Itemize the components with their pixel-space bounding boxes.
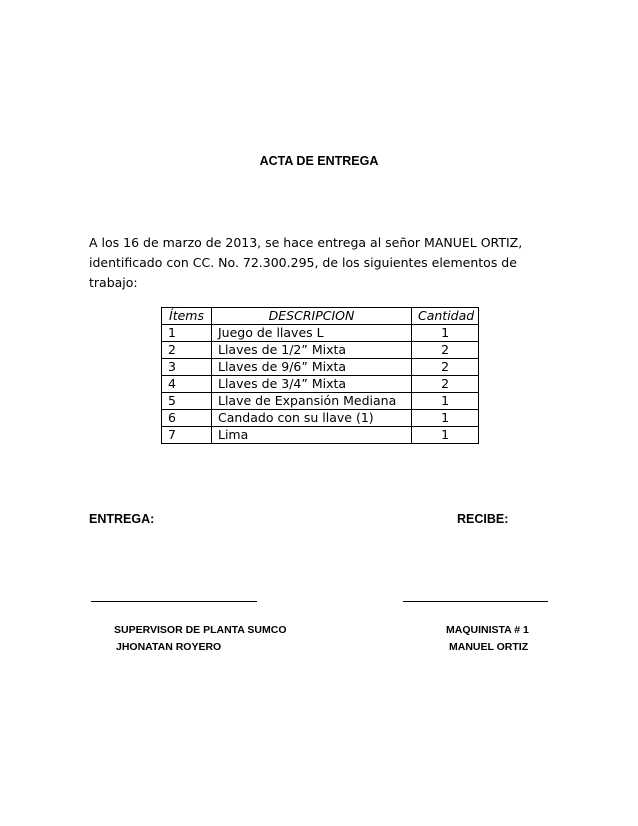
header-items: Ítems	[162, 308, 212, 325]
item-description: Llave de Expansión Mediana	[212, 393, 412, 410]
table-header-row	[162, 308, 479, 325]
left-signer-name: JHONATAN ROYERO	[116, 641, 222, 653]
right-signer-role: MAQUINISTA # 1	[446, 624, 529, 636]
table-row	[162, 393, 479, 410]
item-quantity: 1	[412, 393, 479, 410]
item-description: Candado con su llave (1)	[212, 410, 412, 427]
item-quantity: 1	[412, 325, 479, 342]
item-number: 4	[162, 376, 212, 393]
table-row	[162, 410, 479, 427]
item-description: Lima	[212, 427, 412, 444]
entrega-label: ENTREGA:	[89, 512, 155, 526]
item-quantity: 2	[412, 342, 479, 359]
item-number: 2	[162, 342, 212, 359]
items-table	[161, 307, 479, 444]
document-title: ACTA DE ENTREGA	[259, 154, 379, 168]
table-row	[162, 427, 479, 444]
item-number: 6	[162, 410, 212, 427]
table-row	[162, 342, 479, 359]
item-description: Juego de llaves L	[212, 325, 412, 342]
left-signature-line	[91, 601, 257, 602]
table-row	[162, 359, 479, 376]
table-row	[162, 325, 479, 342]
left-signer-role: SUPERVISOR DE PLANTA SUMCO	[114, 624, 287, 636]
item-description: Llaves de 3/4” Mixta	[212, 376, 412, 393]
item-number: 5	[162, 393, 212, 410]
table-row	[162, 376, 479, 393]
item-number: 1	[162, 325, 212, 342]
right-signature-line	[403, 601, 548, 602]
item-quantity: 2	[412, 359, 479, 376]
recibe-label: RECIBE:	[457, 512, 509, 526]
header-descripcion: DESCRIPCION	[212, 308, 412, 325]
item-quantity: 2	[412, 376, 479, 393]
item-number: 3	[162, 359, 212, 376]
item-description: Llaves de 9/6” Mixta	[212, 359, 412, 376]
item-description: Llaves de 1/2” Mixta	[212, 342, 412, 359]
item-quantity: 1	[412, 410, 479, 427]
intro-paragraph: A los 16 de marzo de 2013, se hace entrega al señor MANUEL ORTIZ, identificado con CC. No. 72.300.295, de los siguientes elementos de trabajo:	[89, 235, 523, 290]
header-cantidad: Cantidad	[412, 308, 479, 325]
item-quantity: 1	[412, 427, 479, 444]
right-signer-name: MANUEL ORTIZ	[449, 641, 529, 653]
item-number: 7	[162, 427, 212, 444]
